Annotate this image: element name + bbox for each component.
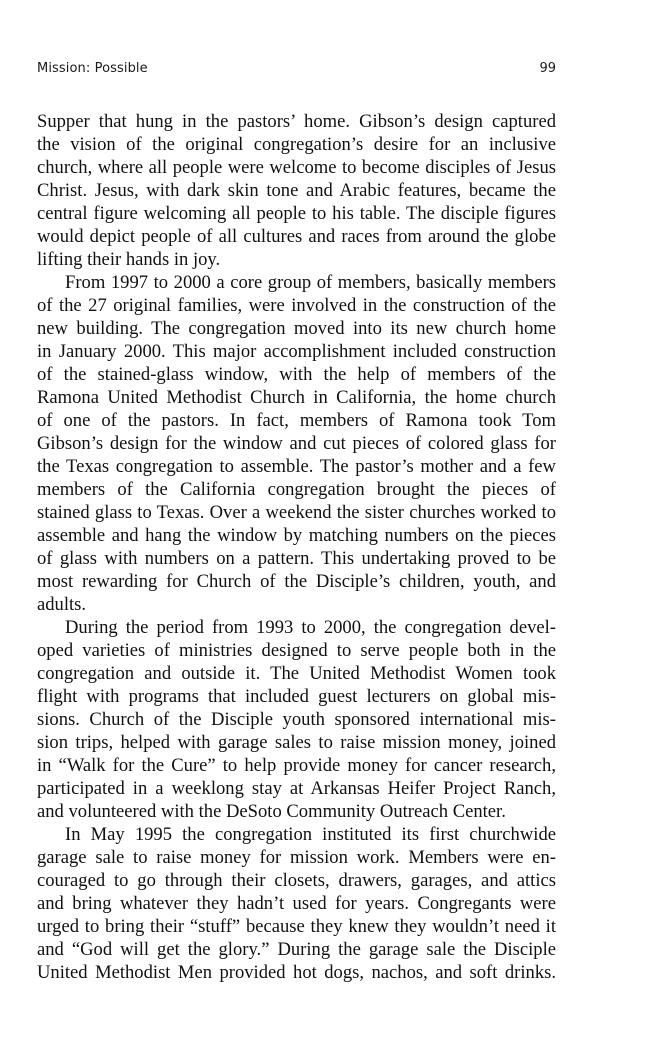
text-line: congregation and outside it. The United Methodist Women took (37, 663, 556, 684)
text-line: urged to bring their “stuff” because they knew they wouldn’t need it (37, 916, 556, 937)
text-line: and volunteered with the DeSoto Community Outreach Center. (37, 801, 506, 822)
text-line: flight with programs that included guest lecturers on global mis- (37, 686, 556, 707)
page-number: 99 (539, 61, 556, 76)
text-line: In May 1995 the congregation instituted its first churchwide (65, 824, 556, 845)
text-line: in January 2000. This major accomplishment included construction (37, 341, 556, 362)
text-line: of the 27 original families, were involved in the construction of the (37, 295, 556, 316)
text-line: oped varieties of ministries designed to serve people both in the (37, 640, 556, 661)
text-line: couraged to go through their closets, drawers, garages, and attics (37, 870, 556, 891)
text-line: of one of the pastors. In fact, members of Ramona took Tom (37, 410, 556, 431)
text-line: sions. Church of the Disciple youth sponsored international mis- (37, 709, 556, 730)
running-title: Mission: Possible (37, 61, 148, 76)
text-line: central figure welcoming all people to his table. The disciple figures (37, 203, 556, 224)
text-line: assemble and hang the window by matching numbers on the pieces (37, 525, 556, 546)
running-header (37, 61, 556, 79)
body-text (37, 110, 556, 984)
text-line: Ramona United Methodist Church in California, the home church (37, 387, 556, 408)
text-line: of the stained-glass window, with the help of members of the (37, 364, 556, 385)
text-line: the vision of the original congregation’s desire for an inclusive (37, 134, 556, 155)
text-line: participated in a weeklong stay at Arkansas Heifer Project Ranch, (37, 778, 556, 799)
text-line: During the period from 1993 to 2000, the congregation devel- (65, 617, 556, 638)
text-line: sion trips, helped with garage sales to raise mission money, joined (37, 732, 556, 753)
text-line: lifting their hands in joy. (37, 249, 221, 270)
text-line: Supper that hung in the pastors’ home. Gibson’s design captured (37, 111, 556, 132)
text-line: most rewarding for Church of the Disciple’s children, youth, and (37, 571, 556, 592)
text-line: adults. (37, 594, 87, 615)
text-line: would depict people of all cultures and races from around the globe (37, 226, 556, 247)
text-line: and bring whatever they hadn’t used for years. Congregants were (37, 893, 556, 914)
text-line: new building. The congregation moved into its new church home (37, 318, 556, 339)
text-line: United Methodist Men provided hot dogs, nachos, and soft drinks. (37, 962, 556, 983)
text-line: garage sale to raise money for mission work. Members were en- (37, 847, 556, 868)
text-line: Christ. Jesus, with dark skin tone and Arabic features, became the (37, 180, 556, 201)
text-line: of glass with numbers on a pattern. This undertaking proved to be (37, 548, 556, 569)
text-line: Gibson’s design for the window and cut pieces of colored glass for (37, 433, 556, 454)
text-line: and “God will get the glory.” During the garage sale the Disciple (37, 939, 556, 960)
text-line: stained glass to Texas. Over a weekend the sister churches worked to (37, 502, 556, 523)
text-line: the Texas congregation to assemble. The pastor’s mother and a few (37, 456, 556, 477)
text-line: in “Walk for the Cure” to help provide money for cancer research, (37, 755, 556, 776)
text-line: From 1997 to 2000 a core group of members, basically members (65, 272, 556, 293)
text-line: church, where all people were welcome to become disciples of Jesus (37, 157, 556, 178)
text-line: members of the California congregation brought the pieces of (37, 479, 556, 500)
